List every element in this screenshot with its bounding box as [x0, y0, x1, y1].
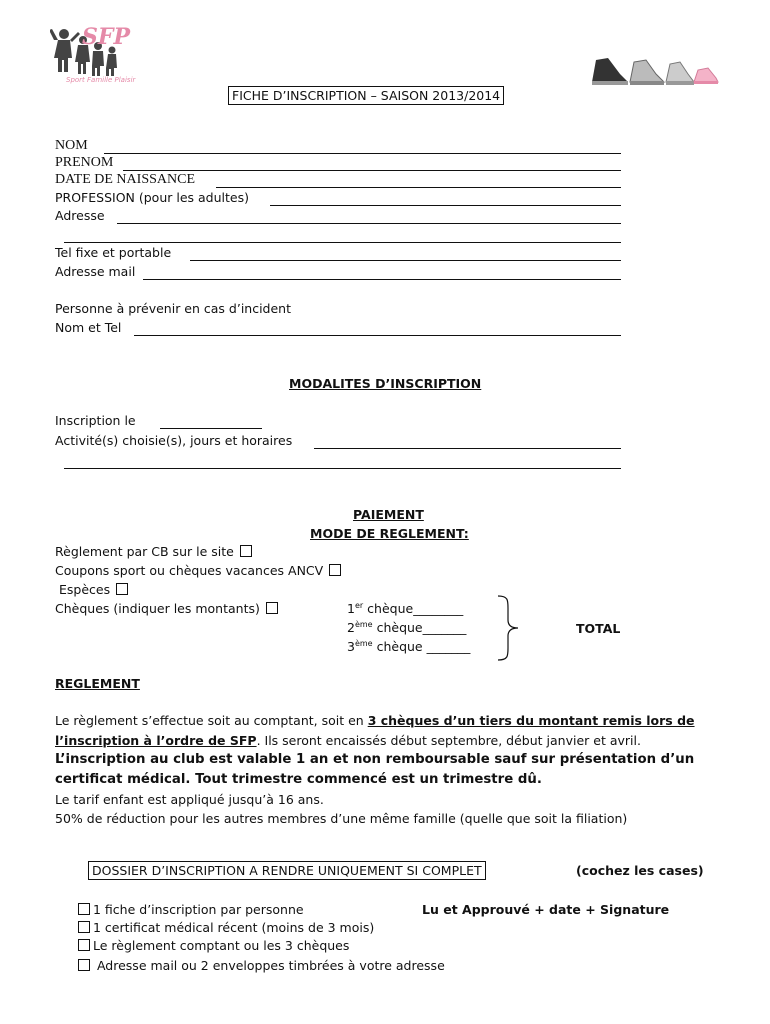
- naissance-field[interactable]: [216, 187, 621, 188]
- nom-field[interactable]: [104, 153, 621, 154]
- cheque-1-num: 1: [347, 601, 355, 616]
- cheques-checkbox[interactable]: [266, 602, 278, 614]
- activites-label: Activité(s) choisie(s), jours et horaires: [55, 433, 293, 448]
- reglement-title: REGLEMENT: [55, 676, 140, 691]
- mail-field[interactable]: [143, 279, 621, 280]
- dossier-item-3-label: Le règlement comptant ou les 3 chèques: [93, 938, 350, 953]
- contact-field[interactable]: [134, 335, 621, 336]
- dossier-item-2: [78, 920, 374, 935]
- dossier-item-4-checkbox[interactable]: [78, 959, 90, 971]
- tel-label: Tel fixe et portable: [55, 245, 172, 260]
- reglement-p1-a: Le règlement s’effectue soit au comptant, soit en: [55, 713, 368, 728]
- dossier-item-1-label: 1 fiche d’inscription par personne: [93, 902, 304, 917]
- cheque-1-sup: er: [354, 600, 364, 610]
- nom-label: NOM: [55, 138, 88, 153]
- reglement-p1-line1: [55, 713, 695, 728]
- option-especes-label: Espèces: [59, 582, 111, 597]
- signature-label: Lu et Approuvé + date + Signature: [422, 902, 670, 917]
- contact-intro: Personne à prévenir en cas d’incident: [55, 301, 292, 316]
- form-title: FICHE D’INSCRIPTION – SAISON 2013/2014: [228, 86, 504, 105]
- logo-name: SFP: [82, 24, 131, 50]
- adresse-field[interactable]: [117, 223, 621, 224]
- reglement-p3: Le tarif enfant est appliqué jusqu’à 16 ans.: [55, 792, 324, 807]
- mail-label: Adresse mail: [55, 264, 136, 279]
- option-cheques: [55, 601, 278, 616]
- cheque-2-label: chèque_______: [376, 620, 467, 635]
- shoes-image: [590, 52, 720, 88]
- inscription-date-field[interactable]: [160, 428, 262, 429]
- option-especes: [59, 582, 128, 597]
- reglement-p4: 50% de réduction pour les autres membres d’une même famille (quelle que soit la filiation): [55, 811, 628, 826]
- dossier-item-2-label: 1 certificat médical récent (moins de 3 mois): [93, 920, 375, 935]
- dossier-item-3: [78, 938, 349, 953]
- naissance-label: DATE DE NAISSANCE: [55, 172, 195, 187]
- cheque-2-num: 2: [347, 620, 355, 635]
- cheque-2-sup: ème: [354, 619, 373, 629]
- prenom-field[interactable]: [123, 170, 621, 171]
- dossier-title: DOSSIER D’INSCRIPTION A RENDRE UNIQUEMENT SI COMPLET: [88, 861, 486, 880]
- cheque-3-num: 3: [347, 639, 355, 654]
- option-coupons-label: Coupons sport ou chèques vacances ANCV: [55, 563, 324, 578]
- coupons-checkbox[interactable]: [329, 564, 341, 576]
- paiement-title: PAIEMENT: [353, 507, 424, 522]
- adresse-field-2[interactable]: [64, 242, 621, 243]
- cheque-1[interactable]: [347, 601, 463, 616]
- logo-tagline: Sport Famille Plaisir: [66, 76, 136, 84]
- cheque-3-label: chèque _______: [376, 639, 471, 654]
- option-coupons: [55, 563, 341, 578]
- contact-label: Nom et Tel: [55, 320, 122, 335]
- prenom-label: PRENOM: [55, 155, 114, 170]
- mode-reglement-title: MODE DE REGLEMENT:: [310, 526, 469, 541]
- reglement-p1-b: 3 chèques d’un tiers du montant remis lors de: [367, 713, 695, 728]
- dossier-item-1-checkbox[interactable]: [78, 903, 90, 915]
- activites-field[interactable]: [314, 448, 621, 449]
- profession-field[interactable]: [270, 205, 621, 206]
- total-label: TOTAL: [576, 621, 621, 636]
- activites-field-2[interactable]: [64, 468, 621, 469]
- reglement-p1-c: l’inscription à l’ordre de SFP: [55, 733, 257, 748]
- dossier-item-3-checkbox[interactable]: [78, 939, 90, 951]
- profession-label: PROFESSION (pour les adultes): [55, 190, 249, 205]
- reglement-p1-line2: [55, 733, 641, 748]
- especes-checkbox[interactable]: [116, 583, 128, 595]
- cheque-1-label: chèque________: [367, 601, 464, 616]
- option-cb-label: Règlement par CB sur le site: [55, 544, 234, 559]
- dossier-item-1: [78, 902, 304, 917]
- option-cb: [55, 544, 252, 559]
- sneakers-icon: [590, 52, 720, 88]
- cb-checkbox[interactable]: [240, 545, 252, 557]
- dossier-note: (cochez les cases): [576, 863, 704, 878]
- dossier-item-2-checkbox[interactable]: [78, 921, 90, 933]
- option-cheques-label: Chèques (indiquer les montants): [55, 601, 260, 616]
- adresse-label: Adresse: [55, 208, 105, 223]
- modalites-title: MODALITES D’INSCRIPTION: [289, 376, 482, 391]
- sfp-logo: [50, 22, 160, 88]
- reglement-p1-d: . Ils seront encaissés début septembre, début janvier et avril.: [256, 733, 641, 748]
- dossier-item-4: [78, 958, 445, 973]
- cheque-2[interactable]: [347, 620, 466, 635]
- reglement-p2-line1: L’inscription au club est valable 1 an et non remboursable sauf sur présentation d’un: [55, 752, 695, 767]
- cheque-3-sup: ème: [354, 638, 373, 648]
- cheque-3[interactable]: [347, 639, 470, 654]
- tel-field[interactable]: [190, 260, 621, 261]
- curly-brace-icon: [496, 594, 522, 662]
- dossier-item-4-label: Adresse mail ou 2 enveloppes timbrées à votre adresse: [93, 958, 445, 973]
- inscription-date-label: Inscription le: [55, 413, 136, 428]
- reglement-p2-line2: certificat médical. Tout trimestre commencé est un trimestre dû.: [55, 772, 542, 787]
